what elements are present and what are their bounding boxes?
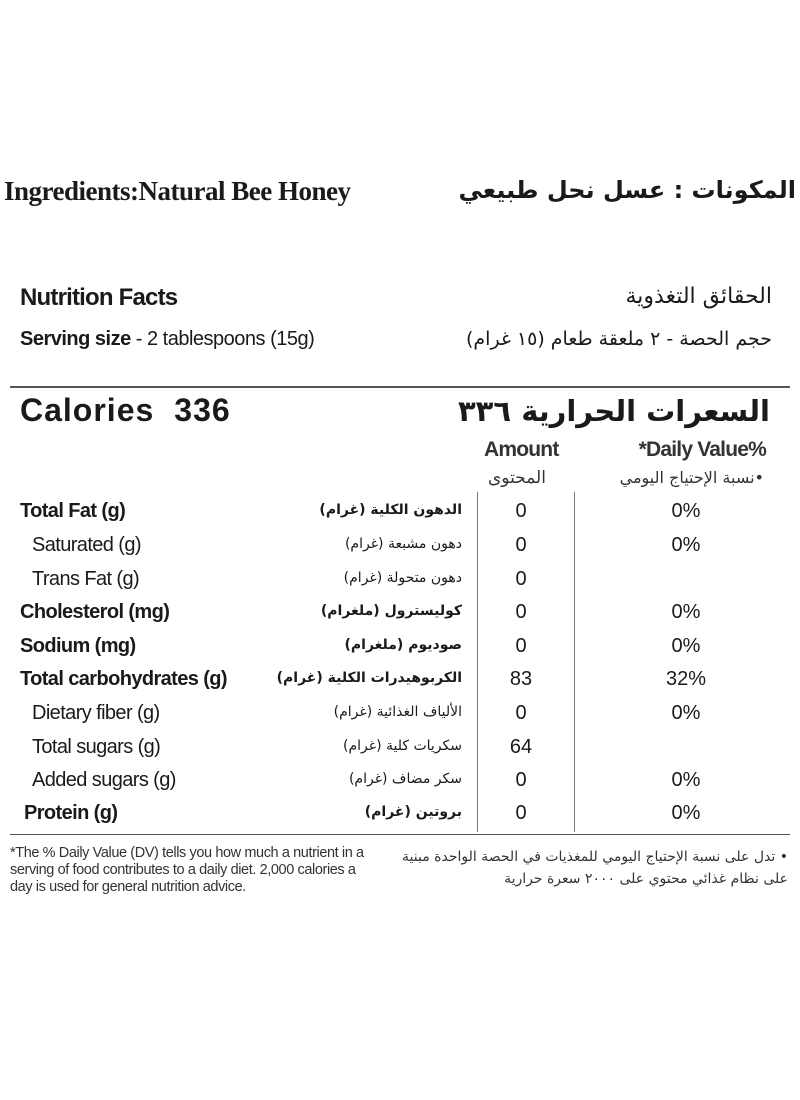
nutrient-row-dietary-fiber <box>0 702 800 735</box>
nutrient-daily-value: 0% <box>671 802 701 824</box>
nutrient-amount: 0 <box>515 702 527 724</box>
nutrient-name-arabic: سكر مضاف (غرام) <box>348 771 462 787</box>
nutrient-name: Trans Fat (g) <box>32 568 140 590</box>
nutrient-name: Sodium (mg) <box>20 635 136 657</box>
amount-header: Amount <box>484 438 559 461</box>
nutrient-name: Total sugars (g) <box>32 736 161 758</box>
nutrient-name-arabic: دهون مشبعة (غرام) <box>344 536 462 552</box>
divider <box>10 386 790 388</box>
serving-size-value: - 2 tablespoons (15g) <box>130 328 315 350</box>
footnote-arabic: • تدل على نسبة الإحتياج اليومي للمغذيات في الحصة الواحدة مبنية على نظام غذائي محتوي على ٢٠٠٠ سعرة حرارية <box>402 849 788 887</box>
nutrient-row-total-carbohydrates <box>0 668 800 701</box>
divider <box>10 834 790 835</box>
nutrient-name: Saturated (g) <box>32 534 141 556</box>
nutrient-name: Total Fat (g) <box>20 500 126 522</box>
nutrient-daily-value: 0% <box>671 635 701 657</box>
nutrient-daily-value: 0% <box>671 500 701 522</box>
nutrient-amount: 83 <box>509 668 533 690</box>
nutrient-daily-value: 0% <box>671 769 701 791</box>
nutrient-name-arabic: بروتين (غرام) <box>364 804 462 820</box>
footnote: *The % Daily Value (DV) tells you how much a nutrient in a serving of food contributes to a daily diet. 2,000 calories a day is used for general nutrition advice. <box>10 845 364 895</box>
nutrient-row-total-fat <box>0 500 800 533</box>
nutrient-name-arabic: الدهون الكلية (غرام) <box>319 502 462 518</box>
nutrient-amount: 64 <box>509 736 533 758</box>
nutrient-row-total-sugars <box>0 736 800 769</box>
nutrient-row-sodium <box>0 635 800 668</box>
ingredients-arabic: المكونات : عسل نحل طبيعي <box>458 176 796 204</box>
nutrient-row-trans-fat <box>0 568 800 601</box>
nutrient-name-arabic: دهون متحولة (غرام) <box>343 570 462 586</box>
nutrient-row-saturated <box>0 534 800 567</box>
nutrient-amount: 0 <box>515 500 527 522</box>
nutrient-amount: 0 <box>515 769 527 791</box>
nutrient-name: Dietary fiber (g) <box>32 702 160 724</box>
nutrient-row-cholesterol <box>0 601 800 634</box>
nutrient-amount: 0 <box>515 568 527 590</box>
nutrient-name: Protein (g) <box>24 802 118 824</box>
nutrient-amount: 0 <box>515 601 527 623</box>
serving-size-label: Serving size <box>20 328 131 350</box>
nutrient-name-arabic: الكربوهيدرات الكلية (غرام) <box>276 670 462 686</box>
nutrition-facts-title-arabic: الحقائق التغذوية <box>625 284 772 309</box>
calories <box>20 392 231 429</box>
nutrient-name-arabic: كوليسترول (ملغرام) <box>320 603 462 619</box>
nutrient-name-arabic: صوديوم (ملغرام) <box>344 637 462 653</box>
nutrient-amount: 0 <box>515 534 527 556</box>
nutrient-daily-value: 0% <box>671 534 701 556</box>
daily-value-header-arabic: •نسبة الإحتياج اليومي <box>619 468 764 487</box>
nutrient-row-added-sugars <box>0 769 800 802</box>
nutrient-name: Total carbohydrates (g) <box>20 668 227 690</box>
nutrient-amount: 0 <box>515 802 527 824</box>
nutrient-row-protein <box>0 802 800 835</box>
serving-size <box>20 328 314 351</box>
nutrient-amount: 0 <box>515 635 527 657</box>
calories-value: 336 <box>174 392 231 428</box>
ingredients-english: Ingredients:Natural Bee Honey <box>4 176 351 206</box>
calories-arabic: السعرات الحرارية ٣٣٦ <box>457 394 770 428</box>
amount-header-arabic: المحتوى <box>488 468 546 488</box>
nutrient-name-arabic: الألياف الغذائية (غرام) <box>333 704 462 720</box>
calories-label: Calories <box>20 392 155 428</box>
nutrient-daily-value: 0% <box>671 702 701 724</box>
nutrient-daily-value: 0% <box>671 601 701 623</box>
nutrient-daily-value: 32% <box>665 668 707 690</box>
daily-value-header: *Daily Value% <box>638 438 766 461</box>
nutrient-name: Added sugars (g) <box>32 769 176 791</box>
nutrient-name: Cholesterol (mg) <box>20 601 170 623</box>
nutrient-name-arabic: سكريات كلية (غرام) <box>343 738 462 754</box>
serving-size-arabic: حجم الحصة - ٢ ملعقة طعام (١٥ غرام) <box>466 328 772 350</box>
nutrition-facts-title: Nutrition Facts <box>20 284 178 311</box>
